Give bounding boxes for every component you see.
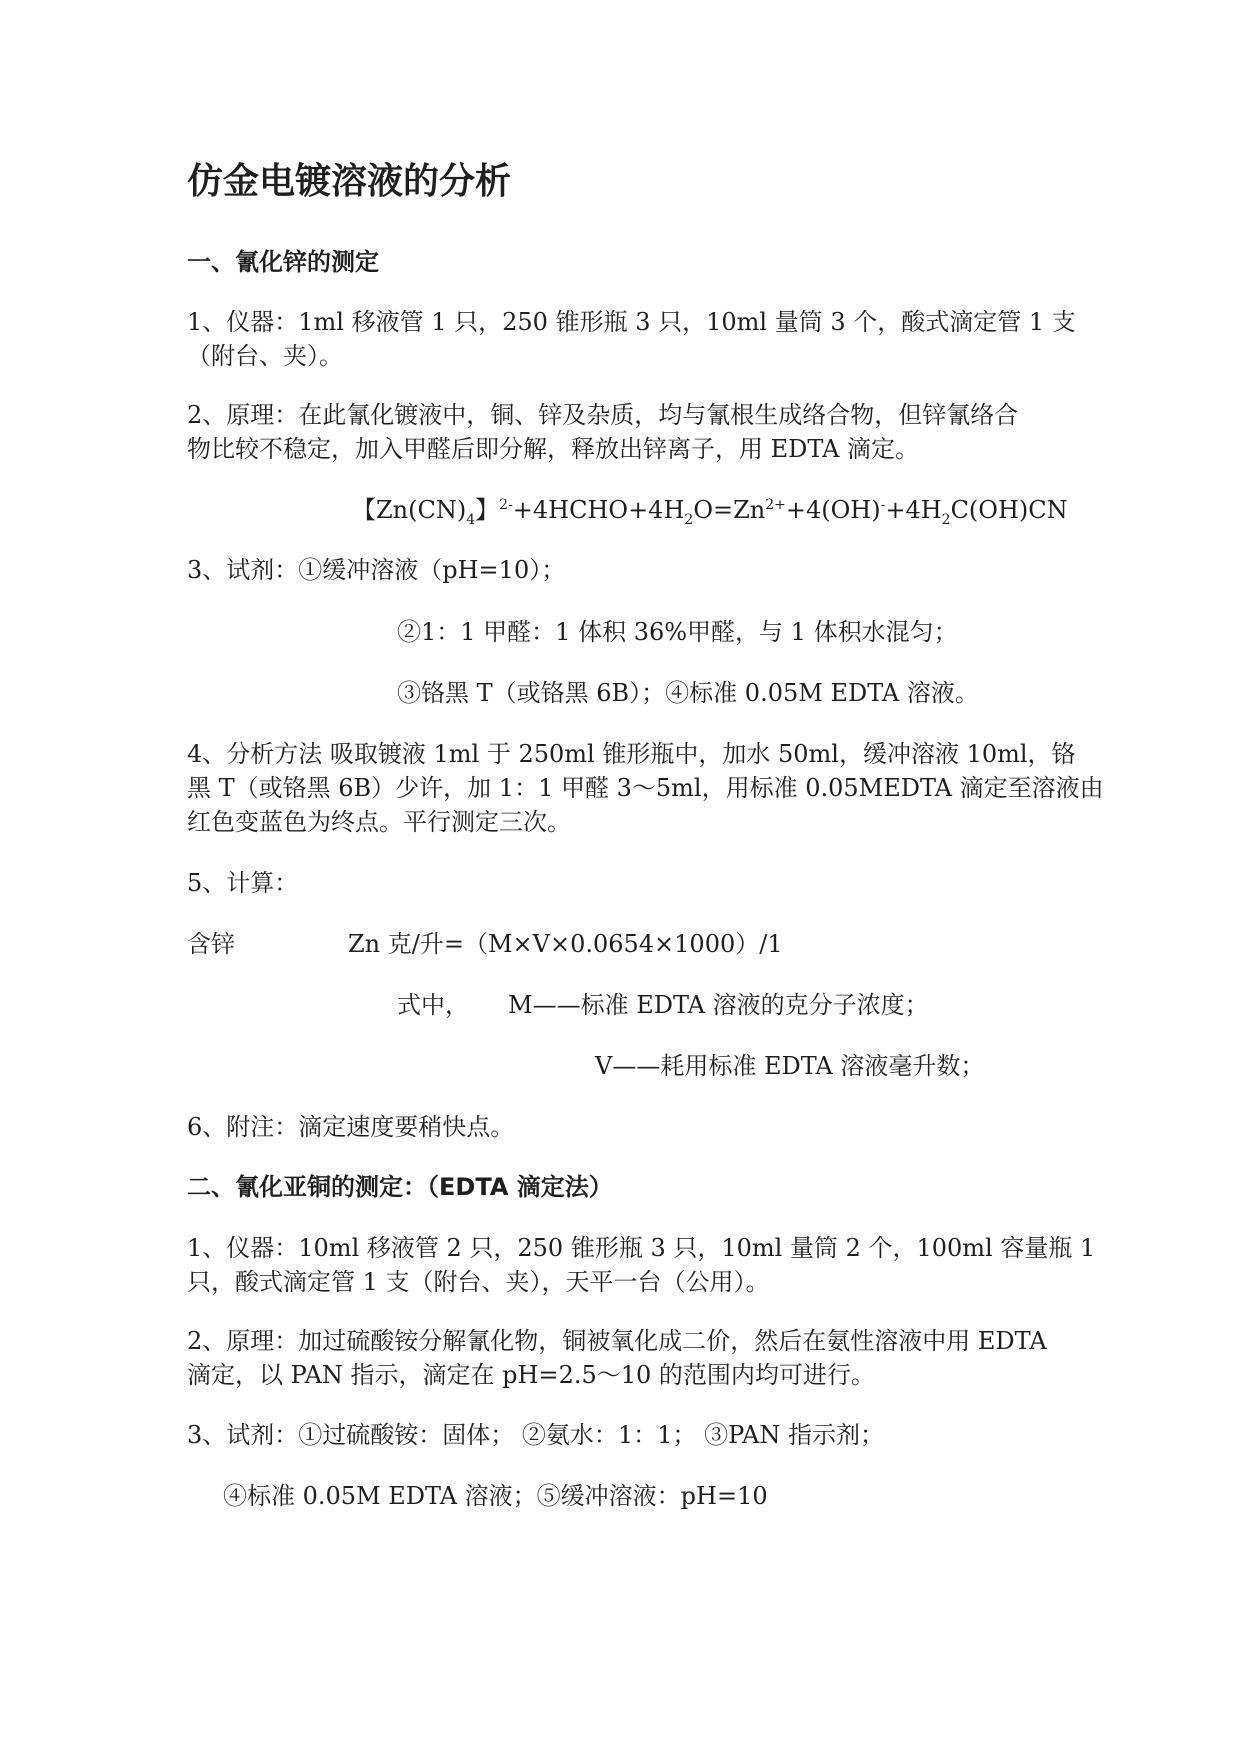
s1-calc-heading: 5、计算： <box>187 869 299 897</box>
s1-reagents-line-3: ③铬黑 T（或铬黑 6B）；④标准 0.05M EDTA 溶液。 <box>397 679 979 707</box>
eq-part-a: 【Zn(CN) <box>352 496 467 524</box>
document-title: 仿金电镀溶液的分析 <box>187 161 512 202</box>
s1-instruments-line-1: 1、仪器：1ml 移液管 1 只，250 锥形瓶 3 只，10ml 量筒 3 个，酸式滴定管 1 支 <box>187 308 1076 336</box>
s1-method-line-1: 4、分析方法 吸取镀液 1ml 于 250ml 锥形瓶中，加水 50ml，缓冲溶液 10ml，铬 <box>187 740 1076 768</box>
eq-part-f: +4H <box>885 496 942 524</box>
s1-principle-line-1: 2、原理：在此氰化镀液中，铜、锌及杂质，均与氰根生成络合物，但锌氰络合 <box>187 401 1019 429</box>
section-2-heading: 二、氰化亚铜的测定：（EDTA 滴定法） <box>187 1173 613 1201</box>
eq-sup-minus: - <box>880 497 886 513</box>
section-1-heading: 一、氰化锌的测定 <box>187 248 379 276</box>
eq-sup-2minus: 2- <box>499 497 513 513</box>
s2-reagents-line-2: ④标准 0.05M EDTA 溶液；⑤缓冲溶液：pH=10 <box>223 1482 768 1510</box>
s1-reagents-line-2: ②1：1 甲醛：1 体积 36%甲醛，与 1 体积水混匀； <box>397 618 958 646</box>
reaction-equation <box>352 493 1068 527</box>
eq-part-g: C(OH)CN <box>950 496 1068 524</box>
s2-instruments-line-1: 1、仪器：10ml 移液管 2 只，250 锥形瓶 3 只，10ml 量筒 2 个，100ml 容量瓶 1 <box>187 1234 1096 1262</box>
s1-reagents-line-1: 3、试剂：①缓冲溶液（pH=10）； <box>187 556 566 584</box>
s1-where-m: M——标准 EDTA 溶液的克分子浓度； <box>508 991 929 1019</box>
eq-part-d: O=Zn <box>693 496 766 524</box>
s1-method-line-2: 黑 T（或铬黑 6B）少许，加 1：1 甲醛 3～5ml，用标准 0.05MEDTA 滴定至溶液由 <box>187 774 1104 802</box>
s1-note: 6、附注：滴定速度要稍快点。 <box>187 1113 515 1141</box>
s1-calc-label: 含锌 <box>187 930 235 958</box>
s1-principle-line-2: 物比较不稳定，加入甲醛后即分解，释放出锌离子，用 EDTA 滴定。 <box>187 435 920 463</box>
s1-calc-formula: Zn 克/升=（M×V×0.0654×1000）/1 <box>348 930 783 958</box>
eq-sup-2plus: 2+ <box>765 497 786 513</box>
eq-part-e: +4(OH) <box>785 496 881 524</box>
s2-principle-line-2: 滴定，以 PAN 指示，滴定在 pH=2.5～10 的范围内均可进行。 <box>187 1361 875 1389</box>
eq-sub-4: 4 <box>466 511 476 528</box>
s1-where-v: V——耗用标准 EDTA 溶液毫升数； <box>595 1052 985 1080</box>
s2-instruments-line-2: 只，酸式滴定管 1 支（附台、夹），天平一台（公用）。 <box>187 1268 770 1296</box>
eq-sub-2b: 2 <box>941 511 951 528</box>
s2-reagents-line-1: 3、试剂：①过硫酸铵：固体； ②氨水：1：1； ③PAN 指示剂； <box>187 1421 884 1449</box>
s2-principle-line-1: 2、原理：加过硫酸铵分解氰化物，铜被氧化成二价，然后在氨性溶液中用 EDTA <box>187 1327 1047 1355</box>
s1-where-label: 式中， <box>397 991 469 1019</box>
s1-instruments-line-2: （附台、夹）。 <box>187 342 343 370</box>
eq-sub-2a: 2 <box>684 511 694 528</box>
eq-part-b: 】 <box>475 496 500 524</box>
s1-method-line-3: 红色变蓝色为终点。平行测定三次。 <box>187 808 571 836</box>
eq-part-c: +4HCHO+4H <box>512 496 685 524</box>
